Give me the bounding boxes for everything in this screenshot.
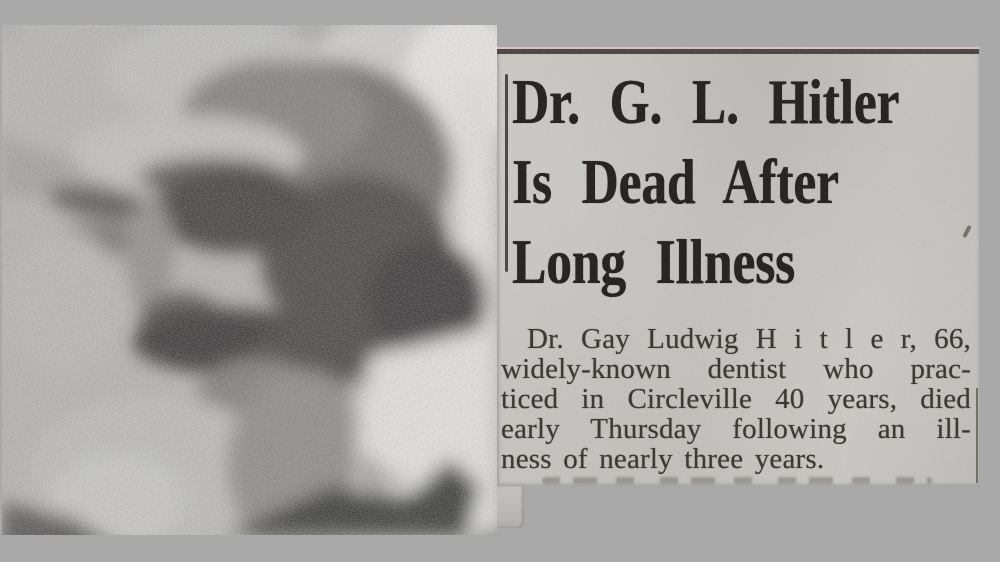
headline-line-2: Is Dead After xyxy=(512,146,839,217)
clipping-top-rule xyxy=(497,47,979,54)
body-line-5: ness of nearly three years. xyxy=(501,443,825,475)
article-body xyxy=(501,324,971,474)
newspaper-clipping xyxy=(497,47,979,486)
headline xyxy=(512,62,972,302)
clipping-right-edge-line xyxy=(976,388,978,483)
portrait-photo-art xyxy=(2,25,497,535)
body-line-2: widely-known dentist who prac- xyxy=(501,353,971,385)
truncated-text-line xyxy=(542,477,932,484)
headline-line-1: Dr. G. L. Hitler xyxy=(512,66,900,137)
portrait-photo xyxy=(2,25,497,535)
body-line-3: ticed in Circleville 40 years, died xyxy=(501,383,971,415)
clipping-torn-tab xyxy=(497,486,524,528)
film-grain-overlay xyxy=(2,25,497,535)
headline-line-3: Long Illness xyxy=(512,226,795,297)
body-line-1: Dr. Gay Ludwig H i t l e r, 66, xyxy=(527,323,971,355)
column-rule xyxy=(505,74,508,272)
body-line-4: early Thursday following an ill- xyxy=(501,413,971,445)
